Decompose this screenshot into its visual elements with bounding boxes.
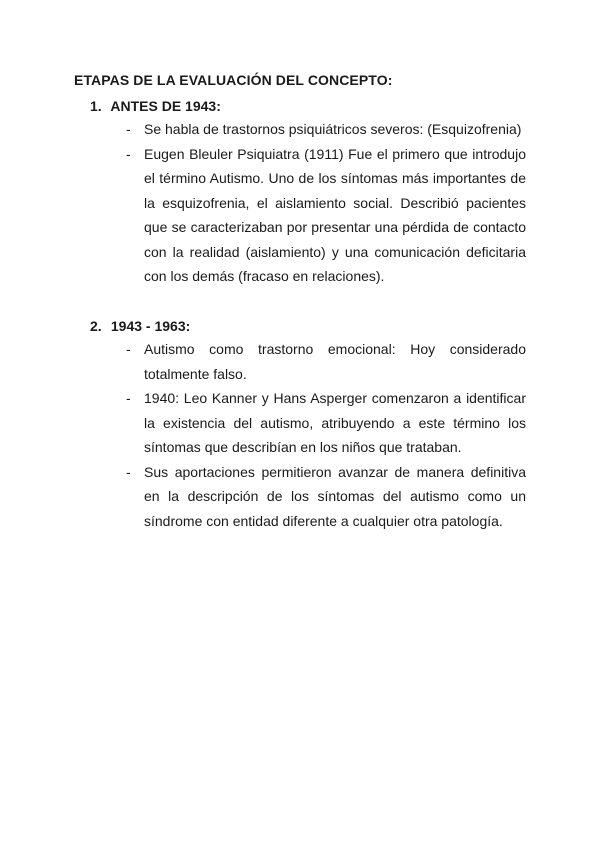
- list-item: [123, 337, 526, 386]
- list-item: [123, 117, 526, 142]
- bullet-text: Autismo como trastorno emocional: Hoy considerado totalmente falso.: [144, 341, 526, 382]
- bullet-text: 1940: Leo Kanner y Hans Asperger comenzaron a identificar la existencia del autismo, atribuyendo a este término los síntomas que describían en los niños que trataban.: [144, 390, 526, 455]
- bullet-dash: -: [126, 341, 131, 357]
- section-2-bullet-list: [123, 337, 526, 533]
- bullet-dash: -: [126, 390, 131, 406]
- list-item: [123, 142, 526, 289]
- bullet-text: Sus aportaciones permitieron avanzar de manera definitiva en la descripción de los síntomas del autismo como un síndrome con entidad diferente a cualquier otra patología.: [144, 463, 526, 529]
- bullet-dash: -: [126, 121, 131, 137]
- section-1-bullet-list: [123, 117, 526, 289]
- section-title-2: 1943 - 1963:: [110, 318, 191, 334]
- section-title-1: ANTES DE 1943:: [110, 98, 221, 114]
- bullet-dash: -: [126, 463, 131, 480]
- list-item: [123, 386, 526, 460]
- list-item: [123, 460, 526, 534]
- bullet-text: Eugen Bleuler Psiquiatra (1911) Fue el primero que introdujo el término Autismo. Uno de los síntomas más importantes de la esquizofrenia, el aislamiento social. Describió pacientes que se caracterizaban por presentar una pérdida de contacto con la realidad (aislamiento) y una comunicación deficitaria con los demás (fracaso en relaciones).: [144, 145, 526, 284]
- section-number-1: 1.: [90, 98, 102, 114]
- section-heading-1: [90, 98, 221, 114]
- section-heading-2: [90, 318, 190, 334]
- bullet-text: Se habla de trastornos psiquiátricos severos: (Esquizofrenia): [144, 121, 522, 137]
- document-title: ETAPAS DE LA EVALUACIÓN DEL CONCEPTO:: [74, 72, 393, 88]
- bullet-dash: -: [126, 145, 131, 162]
- section-number-2: 2.: [90, 318, 102, 334]
